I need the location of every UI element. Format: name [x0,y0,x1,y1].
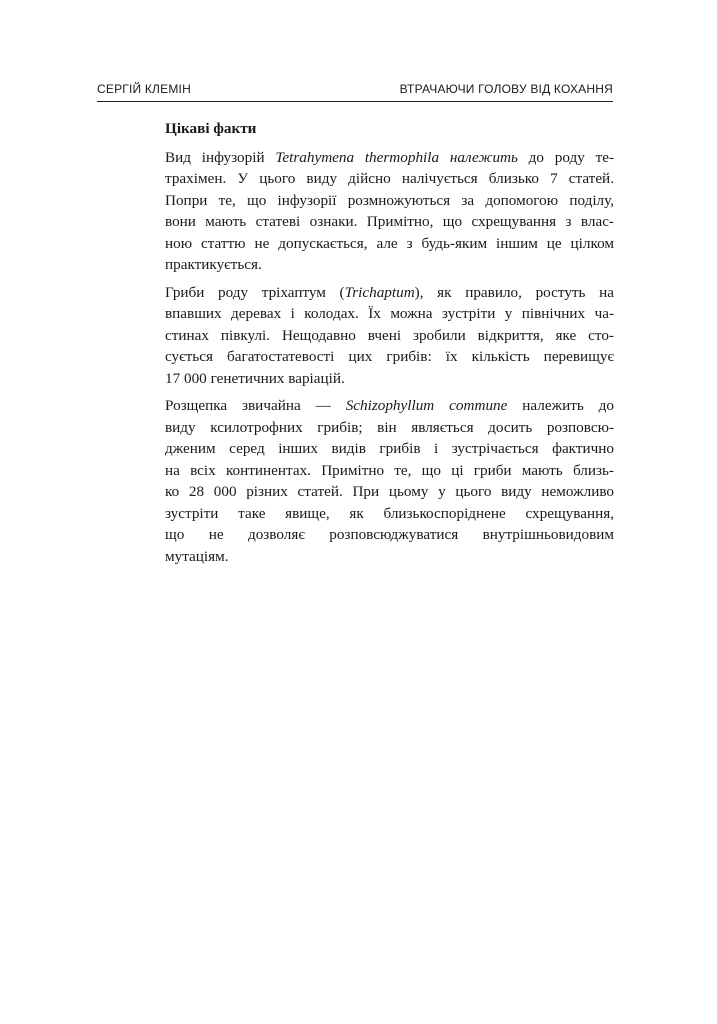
text-line: на всіх континентах. Примітно те, що ці гриби мають близь- [165,461,614,479]
paragraph-tetrahymena [165,147,614,276]
text-line: трахімен. У цього виду дійсно налічується близько 7 статей. [165,170,614,187]
text-line: Вид інфузорій Tetrahymena thermophila належить до роду те- [165,148,615,166]
text-line: сується багатостатевості цих грибів: їх кількість перевищує [165,348,614,365]
text-line: мутаціям. [165,547,229,565]
text-line: дженим серед інших видів грибів і зустрічається фактично [165,440,614,457]
text-line: Гриби роду тріхаптум (Trichaptum), як правило, ростуть на [165,283,614,301]
text-line: стинах півкулі. Нещодавно вчені зробили відкриття, яке сто- [165,326,614,344]
species-name: Tetrahymena thermophila належить [275,148,518,166]
text-line: вони мають статеві ознаки. Примітно, що схрещування з влас- [165,213,614,230]
text-line: практикується. [165,256,262,273]
text-line: зустріти таке явище, як близькоспоріднене схрещування, [165,504,614,522]
text-line: ною статтю не допускається, але з будь-яким іншим це цілком [165,234,614,252]
paragraph-trichaptum [165,282,614,390]
species-name: Schizophyllum commune [345,397,508,414]
running-header [97,82,613,98]
page-content [165,118,614,573]
text-line: виду ксилотрофних грибів; він являється досить розповсю- [165,418,614,436]
text-line: Розщепка звичайна — Schizophyllum commune належить до [165,397,615,414]
paragraph-schizophyllum [165,395,614,567]
text-line: що не дозволяє розповсюджуватися внутрішньовидовим [165,526,614,543]
text-line: ко 28 000 різних статей. При цьому у цього виду неможливо [165,483,614,500]
section-heading: Цікаві факти [165,120,257,137]
text-line: Попри те, що інфузорії розмножуються за допомогою поділу, [165,191,614,209]
text-line: 17 000 генетичних варіацій. [165,369,345,387]
header-author: СЕРГІЙ КЛЕМІН [97,82,191,96]
species-name: Trichaptum [344,283,415,301]
header-book-title: ВТРАЧАЮЧИ ГОЛОВУ ВІД КОХАННЯ [399,82,613,96]
text-line: впавших деревах і колодах. Їх можна зустріти у північних ча- [165,305,614,322]
header-rule [97,101,613,102]
